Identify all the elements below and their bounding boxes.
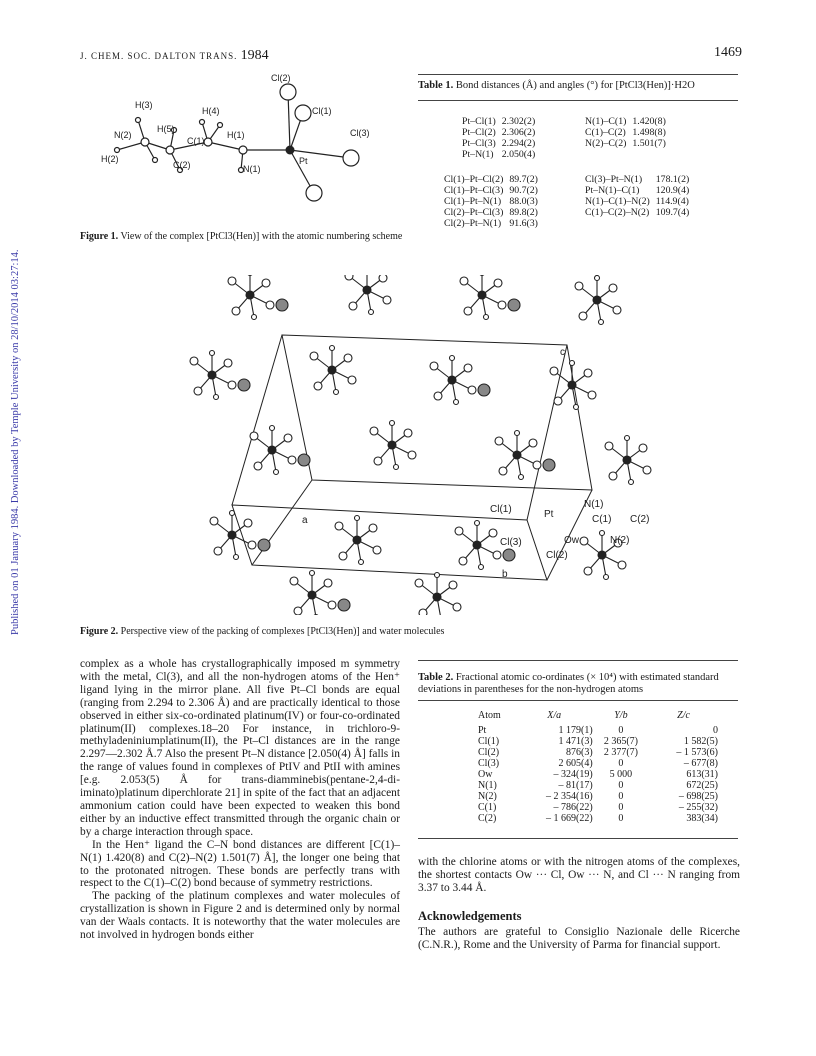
table2-atom: Cl(1)	[478, 736, 500, 747]
table2-coordinate: 2 377(7)	[603, 747, 638, 758]
fig2-water-molecule	[338, 599, 350, 611]
fig2-atom	[434, 392, 442, 400]
table1-angle-value: 88.0(3)	[509, 196, 538, 207]
table1-angle-label: N(1)–C(1)–N(2)	[585, 196, 650, 207]
fig2-label-c2: C(2)	[630, 514, 650, 525]
fig2-atom	[288, 456, 296, 464]
table2-coordinate: – 1 669(22)	[546, 813, 593, 824]
table1-angles-left	[444, 174, 544, 229]
fig2-atom	[464, 307, 472, 315]
fig1-label-n2: N(2)	[114, 130, 132, 140]
table1-angle-label: Cl(1)–Pt–Cl(3)	[444, 185, 504, 196]
table1-distances-left	[462, 116, 541, 160]
fig2-atom	[550, 367, 558, 375]
table2-coordinate: 1 179(1)	[558, 725, 593, 736]
table1-angle-row	[444, 174, 544, 185]
fig2-water-molecule	[276, 299, 288, 311]
table2-title	[418, 672, 740, 696]
table1-angle-row	[585, 185, 695, 196]
fig2-atom	[314, 615, 319, 616]
fig2-atom	[454, 400, 459, 405]
fig2-atom	[228, 277, 236, 285]
fig2-atom	[494, 279, 502, 287]
fig2-atom	[248, 275, 253, 276]
fig2-platinum-atom	[473, 541, 481, 549]
body-paragraph-right: with the chlorine atoms or with the nitrogen atoms of the complexes, the shortest contacts Ow ··· Cl, Ow ··· N, and Cl ··· N ranging from 3.37 to 3.44 Å.	[418, 856, 740, 894]
fig2-atom	[232, 307, 240, 315]
fig2-atom	[383, 296, 391, 304]
fig2-atom	[554, 397, 562, 405]
fig2-atom	[339, 552, 347, 560]
fig2-atom	[475, 521, 480, 526]
fig2-label-pt: Pt	[544, 509, 554, 520]
table2-coordinate: – 698(25)	[678, 791, 718, 802]
fig2-atom	[453, 603, 461, 611]
fig2-water-molecule	[238, 379, 250, 391]
fig2-platinum-atom	[268, 446, 276, 454]
table1-distance-row	[462, 138, 541, 149]
table2-coordinate: 0	[618, 802, 624, 813]
table1-angle-value: 178.1(2)	[655, 174, 690, 185]
fig2-platinum-atom	[308, 591, 316, 599]
fig2-atom	[604, 575, 609, 580]
table2-column-header: X/a	[547, 710, 562, 721]
table1-angle-label: Cl(1)–Pt–Cl(2)	[444, 174, 504, 185]
fig2-atom	[294, 607, 302, 615]
table1-angle-row	[444, 196, 544, 207]
fig2-atom	[210, 351, 215, 356]
table1-title-label: Table 1.	[418, 80, 454, 91]
fig2-atom	[498, 301, 506, 309]
table1-angle-label: Cl(2)–Pt–Cl(3)	[444, 207, 504, 218]
figure1-caption-label: Figure 1.	[80, 231, 119, 242]
fig2-atom	[499, 467, 507, 475]
fig2-platinum-atom	[513, 451, 521, 459]
table1-angle-value: 109.7(4)	[655, 207, 690, 218]
table2-row	[478, 791, 718, 802]
table2-column-header: Y/b	[614, 710, 628, 721]
fig2-atom	[248, 541, 256, 549]
table1-angles-right	[585, 174, 695, 218]
figure2-caption	[80, 626, 740, 638]
table1-title	[418, 80, 743, 92]
fig2-atom	[194, 387, 202, 395]
fig2-atom	[334, 390, 339, 395]
fig2-label-cl3: Cl(3)	[500, 537, 522, 548]
fig2-atom	[574, 405, 579, 410]
fig1-label-h4: H(4)	[202, 106, 220, 116]
table2-coordinate: – 1 573(6)	[676, 747, 718, 758]
fig2-platinum-atom	[353, 536, 361, 544]
fig2-atom	[330, 346, 335, 351]
table2-atom: C(2)	[478, 813, 497, 824]
table1-angle-value: 89.7(2)	[509, 174, 538, 185]
fig1-label-h5: H(5)	[157, 124, 175, 134]
fig2-label-c1: C(1)	[592, 514, 612, 525]
fig1-label-h2: H(2)	[101, 154, 119, 164]
fig2-atom	[419, 609, 427, 615]
fig2-atom	[533, 461, 541, 469]
table2-atom: N(2)	[478, 791, 497, 802]
table2-coordinate: 383(34)	[686, 813, 718, 824]
table2-coordinate: – 255(32)	[678, 802, 718, 813]
table2-coordinate: – 677(8)	[683, 758, 718, 769]
fig2-atom	[379, 275, 387, 282]
table1-title-text: Bond distances (Å) and angles (°) for [PtCl3(Hen)]·H2O	[455, 80, 695, 91]
table1-distance-label: Pt–N(1)	[462, 149, 494, 160]
table1-distance-row	[585, 127, 672, 138]
table1-distance-value: 1.501(7)	[632, 138, 666, 149]
fig2-platinum-atom	[568, 381, 576, 389]
table2-column-header: Atom	[478, 710, 501, 721]
table2-atom: C(1)	[478, 802, 497, 813]
fig2-atom	[584, 369, 592, 377]
fig2-atom	[450, 356, 455, 361]
table1-distance-value: 2.050(4)	[501, 149, 536, 160]
fig2-atom	[609, 284, 617, 292]
figure2-caption-text: Perspective view of the packing of complexes [PtCl3(Hen)] and water molecules	[120, 626, 445, 637]
fig2-atom	[404, 429, 412, 437]
table2-coordinate: 5 000	[609, 769, 633, 780]
fig2-atom	[575, 282, 583, 290]
figure2-packing-drawing	[172, 275, 652, 615]
fig2-atom	[374, 457, 382, 465]
fig2-atom	[344, 354, 352, 362]
download-watermark	[0, 0, 20, 1056]
table1-angle-row	[585, 174, 695, 185]
fig2-atom	[310, 571, 315, 576]
fig2-atom	[252, 315, 257, 320]
fig2-atom	[314, 382, 322, 390]
running-header	[80, 48, 269, 64]
table2-atom: Cl(3)	[478, 758, 500, 769]
fig2-atom	[408, 451, 416, 459]
table1-distance-value: 2.302(2)	[501, 116, 536, 127]
fig2-atom	[479, 565, 484, 570]
table1-angle-value: 89.8(2)	[509, 207, 538, 218]
table1-angle-label: Cl(2)–Pt–N(1)	[444, 218, 502, 229]
figure2-caption-label: Figure 2.	[80, 626, 119, 637]
fig2-label-cl2: Cl(2)	[546, 550, 568, 561]
fig2-water-molecule	[478, 384, 490, 396]
table2-coordinate: 0	[618, 780, 624, 791]
table1-angle-value: 120.9(4)	[655, 185, 690, 196]
table2-row	[478, 813, 718, 824]
fig2-atom	[390, 421, 395, 426]
fig2-atom	[228, 381, 236, 389]
table1-angle-row	[444, 218, 544, 229]
table1-distances-right	[585, 116, 672, 149]
table2-column-header: Z/c	[677, 710, 690, 721]
fig2-atom	[460, 277, 468, 285]
fig2-atom	[449, 581, 457, 589]
download-watermark-text: Published on 01 January 1984. Downloaded by Temple University on 28/10/2014 03:27:14.	[10, 249, 21, 635]
page-number: 1469	[714, 45, 742, 60]
fig2-atom	[595, 276, 600, 281]
fig2-platinum-atom	[363, 286, 371, 294]
fig1-label-cl3: Cl(3)	[350, 128, 370, 138]
figure1-caption	[80, 231, 405, 243]
fig1-label-c2: C(2)	[173, 160, 191, 170]
table2-coordinate: 672(25)	[686, 780, 718, 791]
fig2-water-molecule	[298, 454, 310, 466]
fig1-label-pt: Pt	[299, 156, 308, 166]
fig2-atom	[588, 391, 596, 399]
table2-row	[478, 802, 718, 813]
table1-distance-value: 2.294(2)	[501, 138, 536, 149]
journal-year: 1984	[240, 48, 269, 63]
fig2-atom	[480, 275, 485, 276]
fig2-atom	[214, 547, 222, 555]
body-paragraph-3: The packing of the platinum complexes and water molecules of crystallization is shown in Figure 2 and is determined only by normal van der Waals contacts. It is noteworthy that the water molecules are not involved in hydrogen bonds either	[80, 890, 400, 942]
fig2-atom	[262, 279, 270, 287]
fig1-label-h3: H(3)	[135, 100, 153, 110]
fig2-atom	[244, 519, 252, 527]
fig2-atom	[359, 560, 364, 565]
table1-distance-label: C(1)–C(2)	[585, 127, 626, 138]
table2-row	[478, 780, 718, 791]
fig2-atom	[369, 310, 374, 315]
fig2-atom	[639, 444, 647, 452]
table1-distance-label: Pt–Cl(1)	[462, 116, 496, 127]
table2-coordinate: 1 471(3)	[558, 736, 593, 747]
body-paragraph-1: complex as a whole has crystallographically imposed m symmetry with the metal, Cl(3), and all the non-hydrogen atoms of the Hen⁺ ligand lying in the mirror plane. All five Pt–Cl bonds are equal (ranging from 2.294 to 2.306 Å) and are practically identical to those observed in either six-co-ordinated platinum(IV) or four-co-ordinated platinum(II) complexes.18–20 For instance, in trichloro-9-methyladeniniumplatinum(II), the Pt–Cl distances are in the range 2.297—2.302 Å.7 Also the present Pt–N distance [2.050(4) Å] falls in the range of values found in complexes of PtIV and PtII with amines [e.g. 2.053(5) Å for trans-diamminebis(pentane-2,4-di-iminato)platinum diperchlorate 21] in spite of the fact that an adjacent ammonium cation could have been expected to weaken this bond either by an inductive effect transmitted through the organic chain or by a charge interaction through space.	[80, 658, 400, 838]
fig2-atom	[519, 475, 524, 480]
fig2-axis-c: c	[560, 347, 565, 358]
table1-distance-row	[462, 116, 541, 127]
fig2-atom	[570, 361, 575, 366]
fig2-atom	[435, 573, 440, 578]
fig2-atom	[430, 362, 438, 370]
fig2-atom	[345, 275, 353, 280]
fig2-atom	[464, 364, 472, 372]
fig2-platinum-atom	[246, 291, 254, 299]
table1-angle-row	[585, 196, 695, 207]
fig1-label-h1: H(1)	[227, 130, 245, 140]
table1-angle-value: 90.7(2)	[509, 185, 538, 196]
fig2-atom	[580, 537, 588, 545]
fig2-atom	[373, 546, 381, 554]
fig2-atom	[468, 386, 476, 394]
table1-distance-row	[462, 127, 541, 138]
fig2-atom	[348, 376, 356, 384]
fig2-label-n1: N(1)	[584, 499, 604, 510]
fig2-atom	[629, 480, 634, 485]
fig2-atom	[190, 357, 198, 365]
fig2-atom	[324, 579, 332, 587]
fig2-atom	[310, 352, 318, 360]
fig2-atom	[600, 531, 605, 536]
table1-angle-label: C(1)–C(2)–N(2)	[585, 207, 650, 218]
fig2-atom	[274, 470, 279, 475]
fig2-atom	[609, 472, 617, 480]
table2-coordinate: – 786(22)	[553, 802, 593, 813]
fig2-atom	[618, 561, 626, 569]
fig2-atom	[335, 522, 343, 530]
fig2-atom	[214, 395, 219, 400]
table2-atom: N(1)	[478, 780, 497, 791]
fig2-atom	[515, 431, 520, 436]
fig2-label-cl1: Cl(1)	[490, 504, 512, 515]
fig2-atom	[349, 302, 357, 310]
fig2-atom	[270, 426, 275, 431]
left-body-column	[80, 658, 400, 942]
table2-coordinate: 0	[618, 758, 624, 769]
table2-coordinate: 613(31)	[686, 769, 718, 780]
table2-top-rule	[418, 660, 738, 661]
table1-angle-row	[444, 207, 544, 218]
table1-angle-label: Cl(1)–Pt–N(1)	[444, 196, 502, 207]
table2-coordinate: 0	[618, 813, 624, 824]
fig2-atom	[605, 442, 613, 450]
table1-angle-value: 114.9(4)	[655, 196, 689, 207]
fig2-atom	[234, 555, 239, 560]
fig2-atom	[493, 551, 501, 559]
fig2-water-molecule	[258, 539, 270, 551]
fig2-atom	[210, 517, 218, 525]
fig2-label-ow: Ow	[564, 535, 579, 546]
fig2-atom	[613, 306, 621, 314]
fig2-atom	[355, 516, 360, 521]
fig2-platinum-atom	[328, 366, 336, 374]
table1-distance-value: 2.306(2)	[501, 127, 536, 138]
fig2-atom	[415, 579, 423, 587]
fig1-label-c1: C(1)	[187, 136, 205, 146]
table2-coordinate: 2 365(7)	[603, 736, 638, 747]
table2-title-label: Table 2.	[418, 672, 454, 683]
fig2-atom	[599, 320, 604, 325]
table2-atom: Ow	[478, 769, 493, 780]
table1-angle-value: 91.6(3)	[509, 218, 538, 229]
fig2-atom	[455, 527, 463, 535]
figure1-molecule-drawing	[95, 70, 385, 230]
fig2-atom	[290, 577, 298, 585]
table2-coordinate: – 2 354(16)	[546, 791, 593, 802]
table2-row	[478, 736, 718, 747]
body-paragraph-2: In the Hen⁺ ligand the C–N bond distances are different [C(1)–N(1) 1.420(8) and C(2)–N(2) 1.501(7) Å], the longer one being that to the protonated nitrogen. These bonds are perfectly trans with respect to the C(1)–C(2) bond because of symmetry restrictions.	[80, 838, 400, 890]
table2-coordinate: 0	[713, 725, 718, 736]
table2-title-text: Fractional atomic co-ordinates (× 10⁴) with estimated standard deviations in parentheses for the non-hydrogen atoms	[418, 672, 719, 695]
table2-grid	[478, 710, 718, 824]
table1-header-rule	[418, 100, 738, 101]
fig2-platinum-atom	[598, 551, 606, 559]
table2-header-row	[478, 710, 718, 725]
table1-distance-label: Pt–Cl(2)	[462, 127, 496, 138]
table2-coordinate: – 324(19)	[553, 769, 593, 780]
table2-row	[478, 758, 718, 769]
table1-distance-label: N(1)–C(1)	[585, 116, 627, 127]
table2-bottom-rule	[418, 838, 738, 839]
fig2-platinum-atom	[448, 376, 456, 384]
table2-row	[478, 747, 718, 758]
fig2-atom	[250, 432, 258, 440]
fig2-atom	[284, 434, 292, 442]
figure1-caption-text: View of the complex [PtCl3(Hen)] with the atomic numbering scheme	[120, 231, 403, 242]
table2-header-rule	[418, 700, 738, 701]
fig2-atom	[328, 601, 336, 609]
fig2-platinum-atom	[433, 593, 441, 601]
fig1-label-cl1: Cl(1)	[312, 106, 332, 116]
fig2-label-n2: N(2)	[610, 535, 630, 546]
fig2-atom	[230, 511, 235, 516]
table1-angle-row	[585, 207, 695, 218]
fig1-label-n1: N(1)	[243, 164, 261, 174]
fig2-atom	[625, 436, 630, 441]
table2-coordinate: – 81(17)	[558, 780, 593, 791]
table1-distance-row	[462, 149, 541, 160]
table1-distance-label: N(2)–C(2)	[585, 138, 627, 149]
table1-angle-row	[444, 185, 544, 196]
fig2-atom	[266, 301, 274, 309]
journal-name: J. CHEM. SOC. DALTON TRANS.	[80, 51, 238, 61]
fig2-atom	[369, 524, 377, 532]
table1-distance-value: 1.498(8)	[632, 127, 666, 138]
fig2-atom	[584, 567, 592, 575]
fig2-platinum-atom	[228, 531, 236, 539]
fig2-atom	[529, 439, 537, 447]
fig2-axis-b: b	[502, 569, 508, 580]
acknowledgements-heading: Acknowledgements	[418, 908, 522, 923]
table2-coordinate: 876(3)	[566, 747, 593, 758]
fig2-atom	[394, 465, 399, 470]
table2-atom: Pt	[478, 725, 487, 736]
fig2-water-molecule	[503, 549, 515, 561]
table1-top-rule	[418, 74, 738, 75]
table2-coordinate: 2 605(4)	[558, 758, 593, 769]
fig2-atom	[643, 466, 651, 474]
fig2-platinum-atom	[388, 441, 396, 449]
fig2-water-molecule	[543, 459, 555, 471]
fig2-atom	[254, 462, 262, 470]
table2-atom: Cl(2)	[478, 747, 500, 758]
table1-angle-label: Pt–N(1)–C(1)	[585, 185, 640, 196]
table1-distance-row	[585, 138, 672, 149]
fig2-atom	[495, 437, 503, 445]
fig2-atom	[459, 557, 467, 565]
table2-coordinate: 0	[618, 725, 624, 736]
fig2-platinum-atom	[208, 371, 216, 379]
fig2-platinum-atom	[623, 456, 631, 464]
fig2-atom	[224, 359, 232, 367]
table2-row	[478, 769, 718, 780]
table2-coordinate: 0	[618, 791, 624, 802]
table1-distance-label: Pt–Cl(3)	[462, 138, 496, 149]
fig2-axis-a: a	[302, 515, 308, 526]
acknowledgements-text: The authors are grateful to Consiglio Nazionale delle Ricerche (C.N.R.), Rome and the University of Parma for financial support.	[418, 925, 740, 951]
fig2-platinum-atom	[593, 296, 601, 304]
right-body-column	[418, 856, 740, 952]
table1-distance-row	[585, 116, 672, 127]
table1-angle-label: Cl(3)–Pt–N(1)	[585, 174, 643, 185]
fig2-atom	[370, 427, 378, 435]
fig2-atom	[489, 529, 497, 537]
fig2-platinum-atom	[478, 291, 486, 299]
fig2-atom	[579, 312, 587, 320]
fig2-atom	[484, 315, 489, 320]
fig2-water-molecule	[508, 299, 520, 311]
fig1-label-cl2: Cl(2)	[271, 73, 291, 83]
table1-distance-value: 1.420(8)	[632, 116, 666, 127]
table2-row	[478, 725, 718, 736]
table2-coordinate: 1 582(5)	[683, 736, 718, 747]
